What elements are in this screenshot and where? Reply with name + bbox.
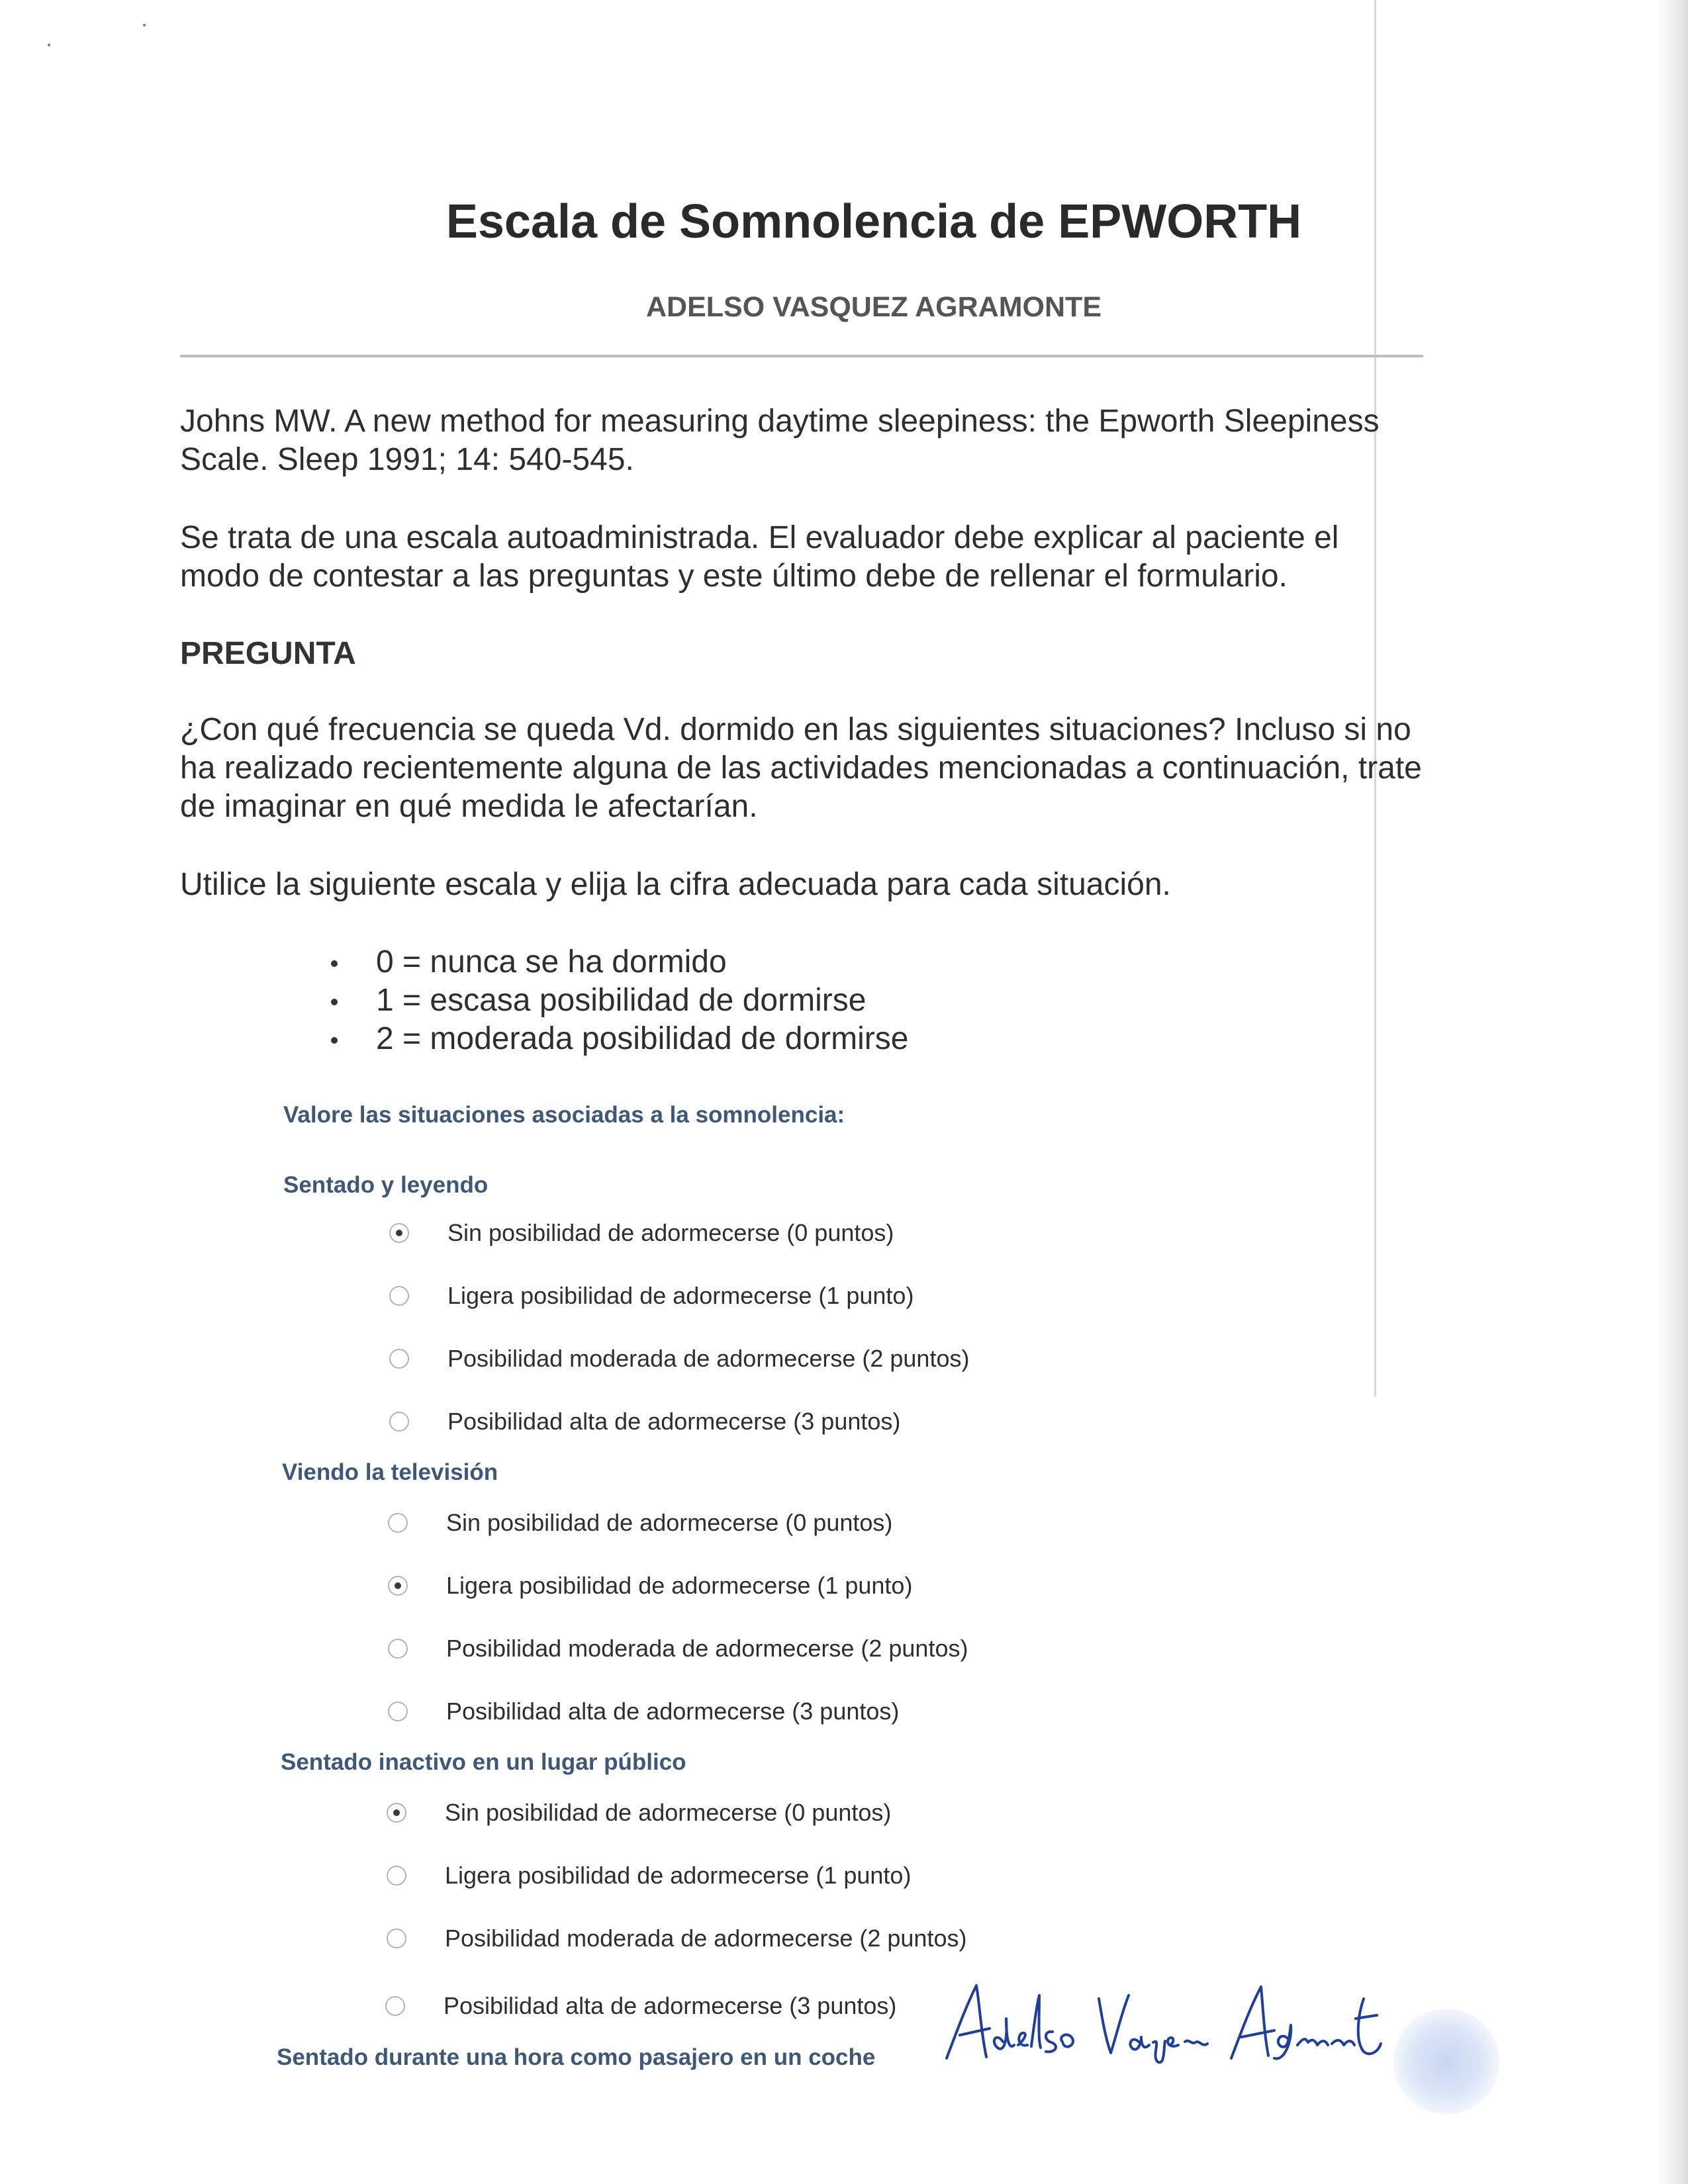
scale-list [331, 943, 908, 1058]
scale-item: 2 = moderada posibilidad de dormirse [331, 1020, 908, 1058]
option-label: Posibilidad moderada de adormecerse (2 puntos) [446, 1635, 968, 1662]
option-label: Posibilidad moderada de adormecerse (2 puntos) [445, 1925, 967, 1952]
section-label-viendo-television: Viendo la televisión [282, 1459, 498, 1485]
option-row[interactable] [388, 1635, 968, 1662]
radio-button[interactable] [388, 1702, 408, 1721]
option-label: Ligera posibilidad de adormecerse (1 punto) [447, 1282, 914, 1309]
option-label: Posibilidad moderada de adormecerse (2 puntos) [447, 1345, 970, 1372]
radio-button[interactable] [389, 1286, 409, 1306]
radio-button[interactable] [385, 1996, 405, 2016]
section-label-sentado-leyendo: Sentado y leyendo [283, 1172, 489, 1198]
option-row[interactable] [389, 1282, 914, 1310]
radio-button[interactable] [388, 1639, 408, 1659]
option-row[interactable] [389, 1408, 900, 1435]
radio-button[interactable] [388, 1513, 408, 1533]
section-label-pasajero-coche: Sentado durante una hora como pasajero en un coche [277, 2044, 876, 2070]
scale-item: 0 = nunca se ha dormido [331, 943, 908, 981]
option-label: Posibilidad alta de adormecerse (3 puntos) [446, 1698, 900, 1725]
option-row[interactable] [389, 1219, 894, 1247]
scan-speck [48, 44, 50, 46]
document-author: ADELSO VASQUEZ AGRAMONTE [645, 291, 1102, 323]
option-label: Ligera posibilidad de adormecerse (1 punto) [445, 1862, 912, 1889]
section-label-lugar-publico: Sentado inactivo en un lugar público [281, 1749, 686, 1775]
option-label: Posibilidad alta de adormecerse (3 puntos) [444, 1992, 897, 2019]
option-label: Sin posibilidad de adormecerse (0 puntos) [447, 1219, 894, 1246]
radio-button[interactable] [387, 1929, 406, 1948]
option-label: Ligera posibilidad de adormecerse (1 punto) [446, 1572, 913, 1599]
radio-button[interactable] [389, 1349, 409, 1369]
radio-button[interactable] [387, 1803, 406, 1823]
form-prompt: Valore las situaciones asociadas a la somnolencia: [283, 1102, 845, 1128]
option-row[interactable] [388, 1509, 892, 1537]
intro-paragraph: Se trata de una escala autoadministrada. El evaluador debe explicar al paciente el modo de contestar a las preguntas y este último debe de rellenar el formulario. [180, 520, 1339, 594]
option-row[interactable] [387, 1925, 966, 1952]
question-paragraph: ¿Con qué frecuencia se queda Vd. dormido en las siguientes situaciones? Incluso si no ha realizado recientemente alguna de las actividades mencionadas a continuación, trate de imaginar en qué medida le afectarían. [180, 712, 1422, 824]
handwritten-signature [940, 1979, 1383, 2065]
scale-item: 1 = escasa posibilidad de dormirse [331, 981, 908, 1020]
document-title: Escala de Somnolencia de EPWORTH [445, 195, 1302, 248]
option-label: Sin posibilidad de adormecerse (0 puntos) [446, 1509, 893, 1536]
option-label: Sin posibilidad de adormecerse (0 puntos) [445, 1799, 892, 1826]
thumbprint [1393, 2009, 1499, 2115]
radio-button[interactable] [387, 1866, 406, 1886]
option-row[interactable] [385, 1992, 896, 2020]
reference-paragraph: Johns MW. A new method for measuring daytime sleepiness: the Epworth Sleepiness Scale. Sleep 1991; 14: 540-545. [180, 404, 1380, 477]
radio-button[interactable] [388, 1576, 408, 1596]
option-row[interactable] [389, 1345, 969, 1373]
option-row[interactable] [388, 1698, 899, 1725]
option-row[interactable] [387, 1862, 911, 1889]
question-heading: PREGUNTA [180, 636, 356, 671]
option-label: Posibilidad alta de adormecerse (3 puntos) [447, 1408, 901, 1435]
scale-instruction: Utilice la siguiente escala y elija la cifra adecuada para cada situación. [180, 867, 1171, 902]
header-divider [180, 355, 1423, 357]
option-row[interactable] [387, 1799, 891, 1827]
scan-page-edge [1659, 0, 1688, 2184]
option-row[interactable] [388, 1572, 912, 1600]
radio-button[interactable] [389, 1412, 409, 1432]
radio-button[interactable] [389, 1223, 409, 1243]
scan-speck [143, 24, 146, 26]
